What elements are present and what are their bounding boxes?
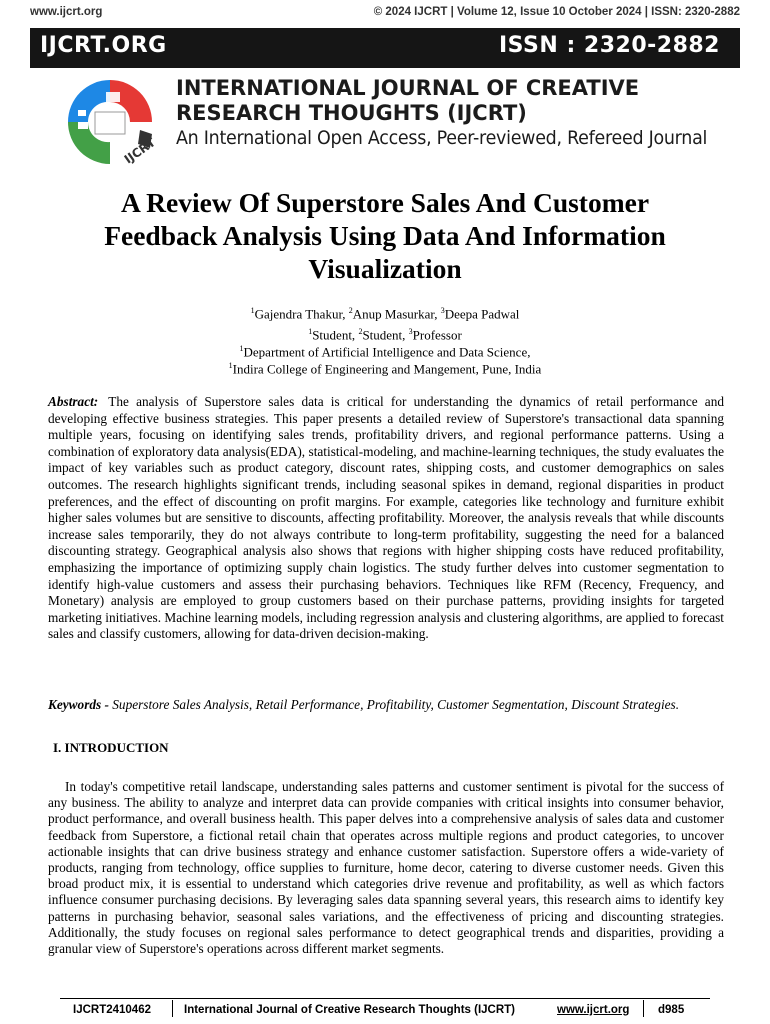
- author-1: Gajendra Thakur,: [254, 306, 349, 322]
- abstract-label: Abstract:: [48, 394, 99, 409]
- author-3-sup: 3: [440, 306, 445, 315]
- college-sup: 1: [228, 361, 233, 370]
- footer-paper-id: IJCRT2410462: [73, 1004, 151, 1016]
- abstract: [48, 394, 724, 643]
- footer-url-link[interactable]: www.ijcrt.org: [557, 1004, 630, 1016]
- author-2: Anup Masurkar,: [352, 306, 441, 322]
- paper-title-line-3: Visualization: [308, 253, 462, 284]
- authors-line: [40, 306, 730, 322]
- introduction-text: In today's competitive retail landscape, understanding sales patterns and customer sentiment is pivotal for the success of any business. The ability to analyze and interpret data can provide companies with critical insights into consumer behavior, product performance, and overall business health. This paper delves into a comprehensive analysis of sales data and customer feedback from Superstore, a fictional retail chain that operates across multiple regions and product categories, to uncover actionable insights that can drive business strategy and enhance customer satisfaction. Superstore offers a wide-variety of products, ranging from technology, office supplies to furniture, home decor, catering to diverse customer needs. Given this broad product mix, it is essential to understand which categories drive revenue and profitability, as well as which factors influence consumer purchasing decisions. By leveraging sales data spanning several years, this research aims to identify key patterns in purchasing behavior, seasonal sales variations, and the effectiveness of pricing and discounting strategies. Additionally, the study focuses on regional sales performance to detect geographical trends and disparities, providing a granular view of Superstore's operations across different market segments.: [48, 779, 724, 957]
- banner-issn: ISSN : 2320-2882: [498, 33, 720, 58]
- keywords-text: Superstore Sales Analysis, Retail Performance, Profitability, Customer Segmentation, Discount Strategies.: [112, 697, 680, 712]
- dept-sup: 1: [239, 344, 244, 353]
- role-1-sup: 1: [308, 327, 313, 336]
- footer-rule: [60, 998, 710, 999]
- author-1-sup: 1: [250, 306, 255, 315]
- running-header: [30, 6, 740, 20]
- footer-divider: [172, 1000, 173, 1017]
- journal-subtitle: An International Open Access, Peer-reviewed, Refereed Journal: [176, 127, 708, 149]
- page-footer: [60, 998, 710, 1018]
- journal-logo: [40, 72, 170, 172]
- role-2-sup: 2: [358, 327, 363, 336]
- keywords-label: Keywords -: [48, 697, 113, 712]
- roles-line: [40, 327, 730, 343]
- author-3: Deepa Padwal: [444, 306, 520, 322]
- footer-divider: [643, 1000, 644, 1017]
- journal-title: [176, 76, 639, 126]
- journal-title-line-2: RESEARCH THOUGHTS (IJCRT): [176, 101, 527, 125]
- logo-text: IJCRT: [121, 135, 159, 167]
- paper-title-line-1: A Review Of Superstore Sales And Customer: [120, 187, 650, 218]
- paper-title-line-2: Feedback Analysis Using Data And Information: [104, 220, 666, 251]
- role-1: Student,: [312, 327, 359, 343]
- journal-banner: [30, 28, 740, 68]
- footer-journal-name: International Journal of Creative Research Thoughts (IJCRT): [184, 1004, 515, 1016]
- college-line: [40, 361, 730, 377]
- paper-title: [40, 186, 730, 285]
- section-heading-introduction: I. INTRODUCTION: [53, 740, 169, 755]
- department: Department of Artificial Intelligence and Data Science,: [243, 344, 531, 360]
- role-2: Student,: [362, 327, 409, 343]
- author-2-sup: 2: [348, 306, 353, 315]
- role-3: Professor: [412, 327, 462, 343]
- site-url[interactable]: www.ijcrt.org: [30, 6, 103, 18]
- college: Indira College of Engineering and Mangement, Pune, India: [232, 361, 542, 377]
- issue-info: © 2024 IJCRT | Volume 12, Issue 10 October 2024 | ISSN: 2320-2882: [373, 6, 740, 18]
- role-3-sup: 3: [408, 327, 413, 336]
- abstract-text: The analysis of Superstore sales data is critical for understanding the dynamics of retail performance and developing effective business strategies. This paper presents a detailed review of Superstore's transactional data spanning multiple years, focusing on identifying sales trends, profitability drivers, and regional performance patterns. Using a combination of exploratory data analysis(EDA), statistical-modeling, and machine-learning techniques, the study evaluates the impact of key variables such as product category, discount rates, shipping costs, and customer demographics on sales outcomes. The research highlights significant trends, including seasonal spikes in demand, regional disparities in product preferences, and the effect of discounting on profit margins. For example, categories like technology and furniture exhibit higher sales volumes but are sensitive to discounts, affecting profitability. Moreover, the analysis reveals that while discounts increase sales temporarily, they do not always contribute to long-term profitability, suggesting the need for a balanced discounting strategy. Geographical analysis also shows that regions with higher shipping costs have reduced profitability, emphasizing the importance of optimizing supply chain logistics. The study further delves into customer segmentation to identify high-value customers and assess their purchasing behaviors. Techniques like RFM (Recency, Frequency, and Monetary) analysis are employed to group customers based on their purchase patterns, providing insights for targeted marketing initiatives. Machine learning models, including regression analysis and clustering algorithms, are applied to forecast sales and classify customers, allowing for data-driven decision-making.: [48, 394, 724, 642]
- banner-site: IJCRT.ORG: [40, 33, 167, 58]
- department-line: [40, 344, 730, 360]
- keywords: [48, 697, 724, 714]
- journal-title-line-1: INTERNATIONAL JOURNAL OF CREATIVE: [176, 76, 640, 100]
- footer-page-number: d985: [658, 1004, 685, 1016]
